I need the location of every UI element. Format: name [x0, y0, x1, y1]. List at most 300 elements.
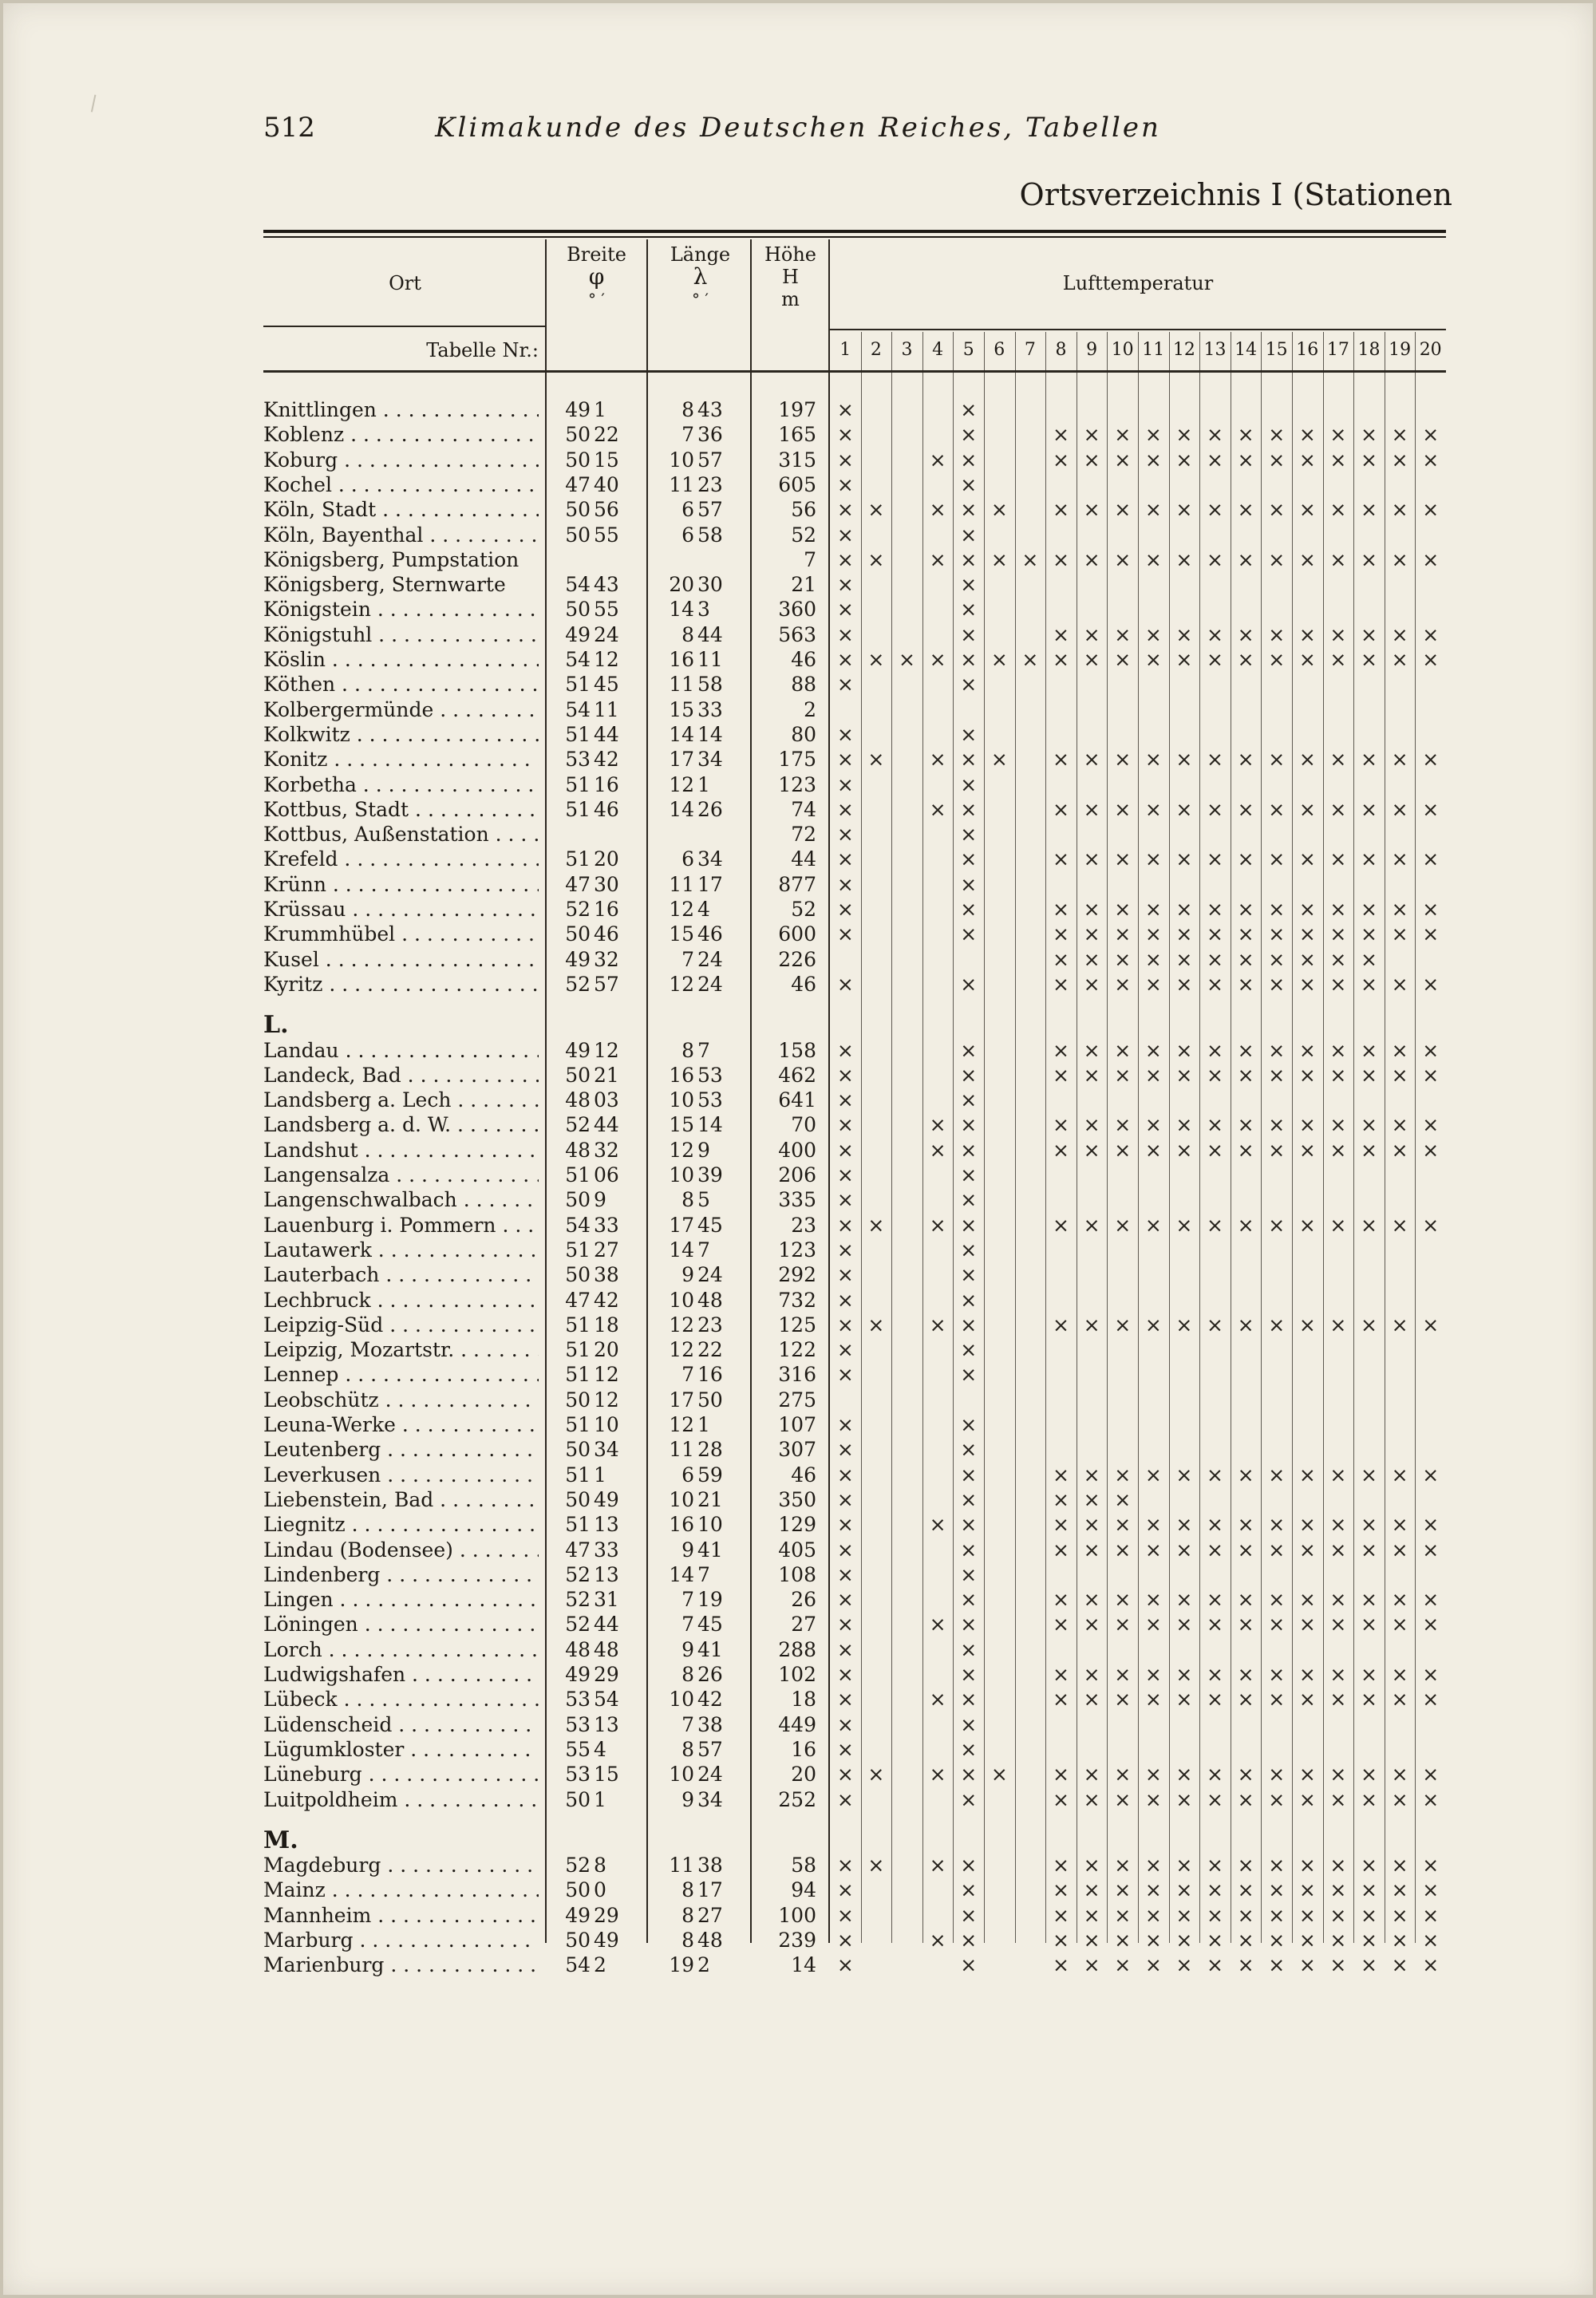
temperature-mark: × [1298, 898, 1316, 921]
temperature-mark: × [1298, 423, 1316, 447]
temperature-mark: × [1391, 648, 1408, 671]
latitude-degrees: 51 [565, 673, 591, 697]
column-number: 8 [1055, 340, 1067, 360]
temperature-mark: × [960, 898, 978, 921]
altitude-value: 350 [778, 1487, 816, 1511]
longitude-degrees: 7 [681, 1712, 694, 1736]
longitude-minutes: 58 [697, 673, 723, 697]
station-name: Krünn . . . [263, 872, 539, 898]
temperature-mark: × [836, 772, 854, 796]
temperature-mark: × [960, 1588, 978, 1612]
longitude-minutes: 34 [697, 1787, 723, 1811]
latitude-degrees: 47 [565, 472, 591, 496]
altitude-value: 94 [791, 1878, 816, 1902]
temperature-mark: × [1298, 972, 1316, 996]
temperature-mark: × [1422, 1538, 1440, 1562]
temperature-mark: × [1114, 1903, 1132, 1927]
temperature-mark: × [836, 1538, 854, 1562]
temperature-mark: × [1329, 898, 1347, 921]
table-row [263, 1238, 1446, 1263]
latitude-minutes: 57 [594, 972, 619, 996]
temperature-mark: × [1268, 1688, 1286, 1712]
table-row [263, 1903, 1446, 1929]
temperature-mark: × [1083, 448, 1100, 472]
longitude-degrees: 11 [669, 673, 694, 697]
temperature-mark: × [1144, 1063, 1162, 1087]
longitude-degrees: 9 [681, 1787, 694, 1811]
station-name: Langenschwalbach . . . [263, 1187, 539, 1213]
altitude-value: 46 [791, 1463, 816, 1487]
temperature-mark: × [1422, 922, 1440, 946]
temperature-mark: × [1268, 1588, 1286, 1612]
temperature-mark: × [1175, 547, 1193, 571]
temperature-mark: × [867, 498, 885, 522]
table-row [263, 872, 1446, 898]
latitude-degrees: 47 [565, 872, 591, 896]
temperature-mark: × [1207, 423, 1223, 447]
table-row [263, 523, 1446, 548]
longitude-degrees: 12 [669, 1338, 694, 1362]
temperature-mark: × [1268, 1538, 1286, 1562]
longitude-degrees: 14 [669, 1238, 694, 1262]
longitude-degrees: 14 [669, 797, 694, 821]
station-name: Krefeld . . . [263, 847, 539, 872]
longitude-degrees: 9 [681, 1538, 694, 1562]
longitude-minutes: 1 [697, 772, 710, 796]
temperature-mark: × [1175, 1763, 1193, 1787]
station-name: Kyritz . . . [263, 972, 539, 997]
longitude-minutes: 48 [697, 1288, 723, 1312]
temperature-mark: × [1175, 1213, 1193, 1237]
temperature-mark: × [960, 748, 978, 772]
longitude-minutes: 48 [697, 1929, 723, 1952]
temperature-mark: × [1207, 1688, 1223, 1712]
temperature-mark: × [1207, 1313, 1223, 1337]
header-place: Ort [389, 272, 421, 294]
letter-heading: M. [263, 1826, 298, 1854]
longitude-minutes: 11 [697, 648, 723, 671]
temperature-mark: × [1361, 1763, 1377, 1787]
station-name: Lügumkloster . . . [263, 1737, 539, 1763]
latitude-degrees: 53 [565, 748, 591, 772]
temperature-mark: × [960, 648, 978, 671]
temperature-mark: × [1083, 547, 1100, 571]
altitude-value: 877 [778, 872, 816, 896]
temperature-mark: × [1114, 547, 1132, 571]
temperature-mark: × [1114, 1038, 1132, 1062]
temperature-mark: × [1361, 448, 1377, 472]
temperature-mark: × [1298, 1463, 1316, 1487]
table-row [263, 772, 1446, 798]
temperature-mark: × [1329, 1763, 1347, 1787]
temperature-mark: × [1391, 547, 1408, 571]
altitude-value: 108 [778, 1562, 816, 1586]
temperature-mark: × [1114, 1854, 1132, 1877]
temperature-mark: × [836, 673, 854, 697]
temperature-mark: × [1329, 648, 1347, 671]
latitude-minutes: 49 [594, 1487, 619, 1511]
temperature-mark: × [1329, 1588, 1347, 1612]
temperature-mark: × [960, 922, 978, 946]
latitude-degrees: 48 [565, 1637, 591, 1661]
altitude-value: 27 [791, 1613, 816, 1637]
longitude-minutes: 21 [697, 1487, 723, 1511]
temperature-mark: × [1361, 922, 1377, 946]
longitude-minutes: 4 [697, 898, 710, 921]
temperature-mark: × [1237, 922, 1254, 946]
latitude-minutes: 24 [594, 622, 619, 646]
longitude-minutes: 53 [697, 1088, 723, 1112]
temperature-mark: × [1144, 547, 1162, 571]
station-name: Kolkwitz . . . [263, 722, 539, 748]
temperature-mark: × [1329, 1138, 1347, 1162]
header-altitude: Höhe [764, 243, 817, 266]
temperature-mark: × [1144, 1854, 1162, 1877]
temperature-mark: × [1422, 1854, 1440, 1877]
temperature-mark: × [1268, 1763, 1286, 1787]
longitude-minutes: 7 [697, 1238, 710, 1262]
temperature-mark: × [1422, 622, 1440, 646]
altitude-value: 239 [778, 1929, 816, 1952]
temperature-mark: × [1268, 1463, 1286, 1487]
temperature-mark: × [1329, 1038, 1347, 1062]
longitude-degrees: 17 [669, 1388, 694, 1412]
temperature-mark: × [1237, 1113, 1254, 1137]
latitude-degrees: 49 [565, 1038, 591, 1062]
temperature-mark: × [1175, 972, 1193, 996]
temperature-mark: × [1114, 1929, 1132, 1952]
temperature-mark: × [836, 1712, 854, 1736]
table-row [263, 897, 1446, 922]
longitude-degrees: 14 [669, 1562, 694, 1586]
altitude-value: 288 [778, 1637, 816, 1661]
temperature-mark: × [1298, 1588, 1316, 1612]
latitude-degrees: 50 [565, 1438, 591, 1462]
temperature-mark: × [1207, 922, 1223, 946]
temperature-mark: × [1053, 1138, 1069, 1162]
station-name: Lauterbach . . . [263, 1262, 539, 1288]
temperature-mark: × [836, 1688, 854, 1712]
temperature-mark: × [960, 1953, 978, 1977]
temperature-mark: × [1237, 547, 1254, 571]
table-row [263, 1187, 1446, 1213]
latitude-minutes: 9 [594, 1188, 606, 1212]
temperature-mark: × [836, 1613, 854, 1637]
temperature-mark: × [1298, 797, 1316, 821]
table-row [263, 448, 1446, 473]
temperature-mark: × [1391, 1663, 1408, 1686]
temperature-mark: × [867, 547, 885, 571]
temperature-mark: × [1361, 423, 1377, 447]
longitude-degrees: 8 [681, 1038, 694, 1062]
temperature-mark: × [1175, 622, 1193, 646]
latitude-degrees: 49 [565, 622, 591, 646]
temperature-mark: × [1391, 1688, 1408, 1712]
latitude-degrees: 48 [565, 1088, 591, 1112]
longitude-degrees: 15 [669, 922, 694, 946]
temperature-mark: × [990, 498, 1008, 522]
station-name: Koburg . . . [263, 448, 539, 473]
latitude-degrees: 52 [565, 1562, 591, 1586]
altitude-value: 44 [791, 847, 816, 871]
temperature-mark: × [960, 598, 978, 622]
latitude-minutes: 15 [594, 1763, 619, 1787]
temperature-mark: × [1207, 1663, 1223, 1686]
temperature-mark: × [1422, 1113, 1440, 1137]
temperature-mark: × [1053, 1313, 1069, 1337]
temperature-mark: × [1144, 1538, 1162, 1562]
temperature-mark: × [1207, 898, 1223, 921]
column-number: 13 [1203, 340, 1227, 360]
latitude-degrees: 55 [565, 1737, 591, 1761]
temperature-mark: × [1175, 1878, 1193, 1902]
temperature-mark: × [960, 1438, 978, 1462]
temperature-mark: × [1114, 898, 1132, 921]
table-row [263, 1463, 1446, 1488]
temperature-mark: × [1298, 1063, 1316, 1087]
temperature-mark: × [836, 1663, 854, 1686]
longitude-degrees: 11 [669, 1854, 694, 1877]
longitude-degrees: 12 [669, 1313, 694, 1337]
temperature-mark: × [929, 648, 946, 671]
temperature-mark: × [1083, 1929, 1100, 1952]
temperature-mark: × [836, 1903, 854, 1927]
latitude-degrees: 47 [565, 1288, 591, 1312]
latitude-minutes: 42 [594, 1288, 619, 1312]
temperature-mark: × [1391, 498, 1408, 522]
table-row [263, 422, 1446, 448]
temperature-mark: × [960, 1263, 978, 1287]
altitude-value: 275 [778, 1388, 816, 1412]
temperature-mark: × [1391, 898, 1408, 921]
latitude-degrees: 50 [565, 1388, 591, 1412]
temperature-mark: × [960, 1878, 978, 1902]
latitude-degrees: 54 [565, 648, 591, 671]
longitude-minutes: 58 [697, 523, 723, 547]
temperature-mark: × [1268, 748, 1286, 772]
altitude-value: 292 [778, 1263, 816, 1287]
temperature-mark: × [1237, 1929, 1254, 1952]
temperature-mark: × [1391, 1878, 1408, 1902]
station-name: Liegnitz . . . [263, 1512, 539, 1538]
temperature-mark: × [1114, 1613, 1132, 1637]
temperature-mark: × [960, 1763, 978, 1787]
temperature-mark: × [1422, 1463, 1440, 1487]
longitude-minutes: 7 [697, 1562, 710, 1586]
station-name: Leobschütz . . . [263, 1388, 539, 1413]
temperature-mark: × [1207, 1038, 1223, 1062]
temperature-mark: × [1298, 1213, 1316, 1237]
temperature-mark: × [1207, 498, 1223, 522]
temperature-mark: × [1114, 797, 1132, 821]
table-row [263, 1637, 1446, 1663]
station-name: Landsberg a. d. W. . . . [263, 1112, 539, 1138]
temperature-mark: × [1391, 1138, 1408, 1162]
temperature-mark: × [836, 448, 854, 472]
temperature-mark: × [1175, 1613, 1193, 1637]
temperature-mark: × [1361, 797, 1377, 821]
station-name: Marburg . . . [263, 1928, 539, 1953]
latitude-degrees: 51 [565, 847, 591, 871]
latitude-degrees: 50 [565, 598, 591, 622]
temperature-mark: × [1391, 1588, 1408, 1612]
temperature-mark: × [960, 1213, 978, 1237]
station-name: Lautawerk . . . [263, 1238, 539, 1263]
temperature-mark: × [960, 972, 978, 996]
temperature-mark: × [836, 1438, 854, 1462]
temperature-mark: × [1144, 648, 1162, 671]
temperature-mark: × [960, 1138, 978, 1162]
temperature-mark: × [1144, 1588, 1162, 1612]
altitude-value: 52 [791, 523, 816, 547]
temperature-mark: × [1114, 1953, 1132, 1977]
latitude-minutes: 1 [594, 1463, 606, 1487]
temperature-mark: × [1207, 448, 1223, 472]
temperature-mark: × [836, 748, 854, 772]
temperature-mark: × [1361, 1113, 1377, 1137]
temperature-mark: × [1083, 1463, 1100, 1487]
latitude-degrees: 49 [565, 398, 591, 421]
longitude-degrees: 17 [669, 748, 694, 772]
temperature-mark: × [1083, 797, 1100, 821]
altitude-value: 72 [791, 823, 816, 847]
table-row [263, 797, 1446, 823]
temperature-mark: × [1083, 1538, 1100, 1562]
temperature-mark: × [1114, 498, 1132, 522]
temperature-mark: × [1298, 922, 1316, 946]
temperature-mark: × [960, 1313, 978, 1337]
longitude-degrees: 6 [681, 523, 694, 547]
column-number: 10 [1111, 340, 1134, 360]
temperature-mark: × [960, 547, 978, 571]
temperature-mark: × [1144, 1138, 1162, 1162]
temperature-mark: × [1207, 622, 1223, 646]
temperature-mark: × [1329, 847, 1347, 871]
longitude-degrees: 7 [681, 1613, 694, 1637]
altitude-value: 316 [778, 1363, 816, 1387]
temperature-mark: × [1053, 1513, 1069, 1537]
longitude-minutes: 44 [697, 622, 723, 646]
longitude-degrees: 12 [669, 1413, 694, 1436]
temperature-mark: × [836, 1953, 854, 1977]
altitude-value: 26 [791, 1588, 816, 1612]
temperature-mark: × [1268, 797, 1286, 821]
altitude-value: 122 [778, 1338, 816, 1362]
temperature-mark: × [1268, 972, 1286, 996]
latitude-minutes: 32 [594, 1138, 619, 1162]
header-air-temperature: Lufttemperatur [1062, 272, 1214, 294]
temperature-mark: × [836, 1637, 854, 1661]
station-name: Kusel . . . [263, 947, 539, 973]
temperature-mark: × [1361, 547, 1377, 571]
temperature-mark: × [836, 498, 854, 522]
longitude-degrees: 7 [681, 947, 694, 971]
longitude-minutes: 3 [697, 598, 710, 622]
temperature-mark: × [1298, 1929, 1316, 1952]
longitude-degrees: 15 [669, 1113, 694, 1137]
temperature-mark: × [1422, 1878, 1440, 1902]
longitude-degrees: 6 [681, 1463, 694, 1487]
latitude-minutes: 18 [594, 1313, 619, 1337]
longitude-minutes: 53 [697, 1063, 723, 1087]
station-name: Knittlingen . . . [263, 397, 539, 423]
column-number: 6 [994, 340, 1005, 360]
temperature-mark: × [1329, 748, 1347, 772]
altitude-value: 123 [778, 772, 816, 796]
column-number: 17 [1326, 340, 1349, 360]
latitude-minutes: 31 [594, 1588, 619, 1612]
station-name: Lüneburg . . . [263, 1762, 539, 1787]
temperature-mark: × [1329, 448, 1347, 472]
temperature-mark: × [1175, 498, 1193, 522]
longitude-minutes: 42 [697, 1688, 723, 1712]
longitude-degrees: 10 [669, 448, 694, 472]
temperature-mark: × [1268, 648, 1286, 671]
latitude-minutes: 30 [594, 872, 619, 896]
section-title: Ortsverzeichnis I (Stationen [1019, 177, 1452, 212]
temperature-mark: × [1329, 947, 1347, 971]
longitude-minutes: 1 [697, 1413, 710, 1436]
temperature-mark: × [1298, 1113, 1316, 1137]
temperature-mark: × [1144, 1463, 1162, 1487]
page-number: 512 [263, 112, 315, 144]
longitude-degrees: 10 [669, 1688, 694, 1712]
temperature-mark: × [1391, 1113, 1408, 1137]
temperature-mark: × [1207, 1929, 1223, 1952]
table-row [263, 1088, 1446, 1113]
temperature-mark: × [1083, 1487, 1100, 1511]
temperature-mark: × [836, 648, 854, 671]
temperature-mark: × [1268, 1138, 1286, 1162]
longitude-minutes: 45 [697, 1613, 723, 1637]
longitude-degrees: 10 [669, 1288, 694, 1312]
temperature-mark: × [836, 1063, 854, 1087]
temperature-mark: × [1114, 1787, 1132, 1811]
latitude-degrees: 50 [565, 1787, 591, 1811]
temperature-mark: × [1053, 1763, 1069, 1787]
temperature-mark: × [1361, 1313, 1377, 1337]
temperature-mark: × [1391, 1854, 1408, 1877]
temperature-mark: × [1144, 1663, 1162, 1686]
column-number: 2 [870, 340, 882, 360]
temperature-mark: × [1175, 922, 1193, 946]
temperature-mark: × [1391, 1038, 1408, 1062]
longitude-minutes: 45 [697, 1213, 723, 1237]
station-name: Köln, Bayenthal . . . [263, 523, 539, 548]
altitude-value: 563 [778, 622, 816, 646]
temperature-mark: × [1114, 1063, 1132, 1087]
temperature-mark: × [929, 1929, 946, 1952]
station-name: Ludwigshafen . . . [263, 1662, 539, 1688]
latitude-minutes: 42 [594, 748, 619, 772]
temperature-mark: × [836, 898, 854, 921]
temperature-mark: × [836, 1263, 854, 1287]
temperature-mark: × [1361, 1613, 1377, 1637]
altitude-value: 175 [778, 748, 816, 772]
temperature-mark: × [1298, 1038, 1316, 1062]
temperature-mark: × [1053, 1063, 1069, 1087]
temperature-mark: × [960, 1363, 978, 1387]
latitude-minutes: 33 [594, 1213, 619, 1237]
temperature-mark: × [1053, 922, 1069, 946]
temperature-mark: × [1361, 648, 1377, 671]
temperature-mark: × [1237, 898, 1254, 921]
temperature-mark: × [1237, 1513, 1254, 1537]
table-row [263, 1313, 1446, 1338]
table-row [263, 722, 1446, 748]
temperature-mark: × [1329, 1063, 1347, 1087]
temperature-mark: × [1175, 1313, 1193, 1337]
